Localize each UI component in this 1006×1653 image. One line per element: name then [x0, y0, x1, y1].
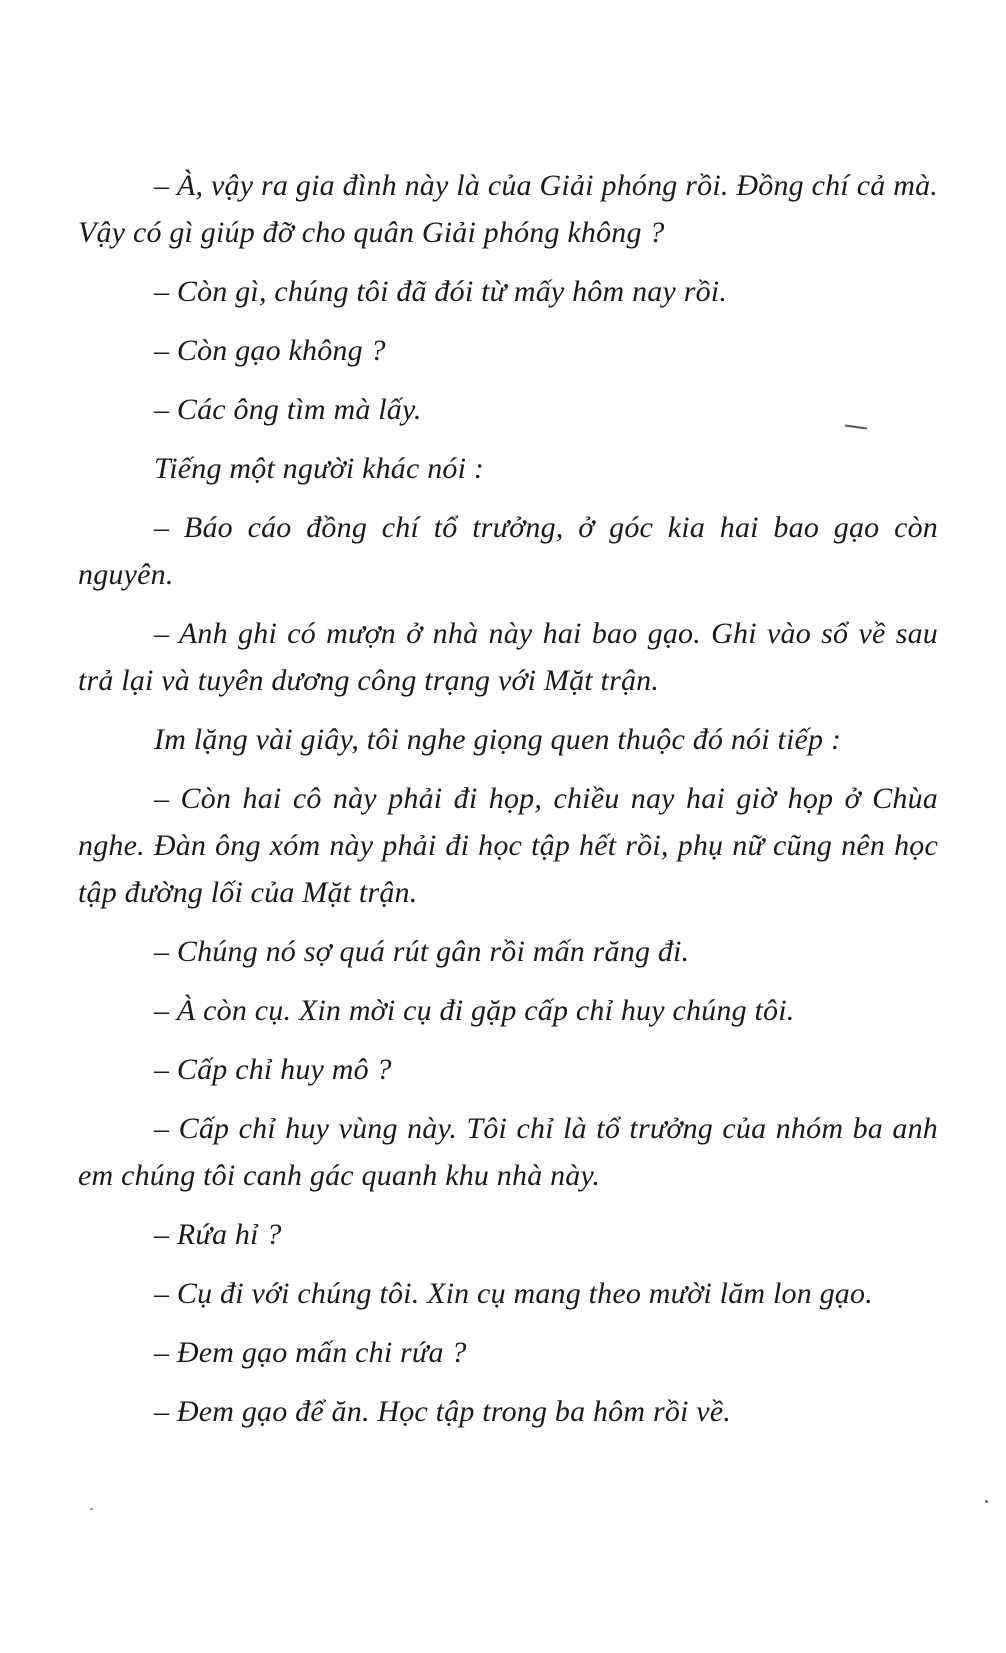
paragraph-15: – Cụ đi với chúng tôi. Xin cụ mang theo mười lăm lon gạo.	[154, 1277, 873, 1310]
paragraph-16: – Đem gạo mấn chi rứa ?	[154, 1336, 467, 1369]
paragraph-10: – Chúng nó sợ quá rút gân rồi mấn răng đi.	[154, 935, 690, 968]
paragraph-7: – Anh ghi có mượn ở nhà này hai bao gạo. Ghi vào sổ về sau trả lại và tuyên dương công trạng với Mặt trận.	[78, 617, 938, 697]
paragraph-6: – Báo cáo đồng chí tổ trưởng, ở góc kia hai bao gạo còn nguyên.	[78, 511, 938, 591]
paragraph-4: – Các ông tìm mà lấy.	[154, 393, 422, 426]
page-text	[78, 162, 938, 1447]
scan-artifact-dot	[985, 1500, 988, 1503]
paragraph-2: – Còn gì, chúng tôi đã đói từ mấy hôm nay rồi.	[154, 275, 728, 308]
paragraph-14: – Rứa hỉ ?	[154, 1218, 282, 1251]
paragraph-17: – Đem gạo để ăn. Học tập trong ba hôm rồi về.	[154, 1395, 731, 1428]
paragraph-5: Tiếng một người khác nói :	[154, 452, 485, 485]
paragraph-12: – Cấp chỉ huy mô ?	[154, 1053, 392, 1086]
paragraph-3: – Còn gạo không ?	[154, 334, 386, 367]
scan-artifact-speck	[90, 1508, 93, 1510]
paragraph-8: Im lặng vài giây, tôi nghe giọng quen thuộc đó nói tiếp :	[154, 723, 842, 756]
paragraph-11: – À còn cụ. Xin mời cụ đi gặp cấp chỉ huy chúng tôi.	[154, 994, 795, 1027]
paragraph-1: – À, vậy ra gia đình này là của Giải phóng rồi. Đồng chí cả mà. Vậy có gì giúp đỡ cho quân Giải phóng không ?	[78, 169, 938, 249]
paragraph-13: – Cấp chỉ huy vùng này. Tôi chỉ là tổ trưởng của nhóm ba anh em chúng tôi canh gác quanh khu nhà này.	[78, 1112, 938, 1192]
paragraph-9: – Còn hai cô này phải đi họp, chiều nay hai giờ họp ở Chùa nghe. Đàn ông xóm này phải đi học tập hết rồi, phụ nữ cũng nên học tập đường lối của Mặt trận.	[78, 782, 938, 909]
